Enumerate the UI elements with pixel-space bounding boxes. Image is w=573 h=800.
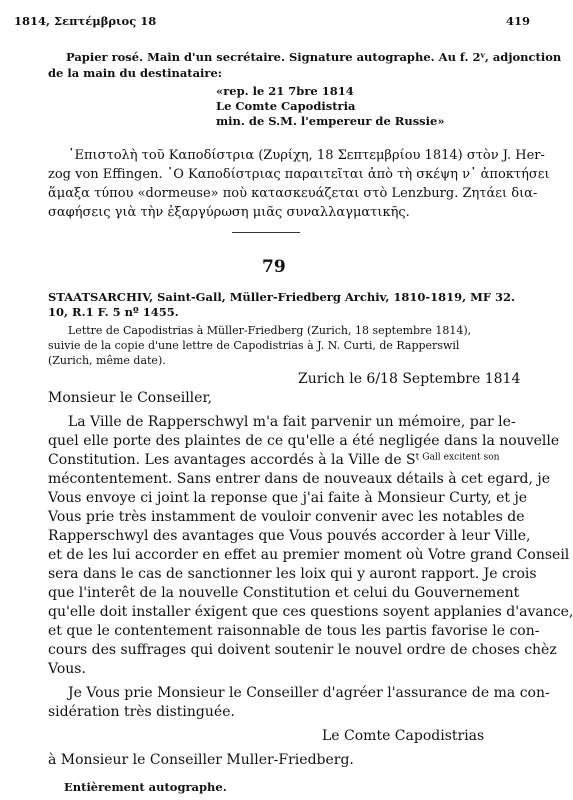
greek-summary-line: zog von Effingen. ᾿Ο Καποδίστριας παραιτεῖται ἀπὸ τὴ σκέψη ν᾿ ἀποκτήσει — [48, 167, 550, 182]
salutation: Monsieur le Conseiller, — [48, 390, 213, 406]
greek-summary-line: σαφήσεις γιὰ τὴν ἐξαργύρωση μιᾶς συναλλαγματικῆς. — [48, 205, 410, 220]
greek-summary-line: ᾿Επιστολὴ τοῦ Καποδίστρια (Ζυρίχη, 18 Σεπτεμβρίου 1814) στὸν J. Her- — [68, 148, 545, 163]
top-note-line-2: de la main du destinataire: — [48, 66, 223, 80]
greek-summary-line: ἅμαξα τύπου «dormeuse» ποὺ κατασκευάζεται στὸ Lenzburg. Ζητάει δια- — [48, 186, 538, 201]
description-line: (Zurich, même date). — [48, 354, 166, 367]
running-title: 1814, Σεπτέμβριος 18 — [14, 14, 157, 28]
quote-line-1: «rep. le 21 7bre 1814 — [216, 84, 354, 98]
addressee: à Monsieur le Conseiller Muller-Friedberg. — [48, 752, 354, 768]
letter-line: qu'elle doit installer éxigent que ces questions soyent applanies d'avance, — [48, 604, 573, 620]
letter-line: Vous prie très instamment de vouloir convenir avec les notables de — [48, 509, 525, 525]
description-line: Lettre de Capodistrias à Müller-Friedberg (Zurich, 18 septembre 1814), — [68, 324, 472, 337]
footnote: Entièrement autographe. — [64, 780, 227, 794]
quote-line-3: min. de S.M. l'empereur de Russie» — [216, 114, 445, 128]
letter-line: et que le contentement raisonnable de tous les partis favorise le con- — [48, 623, 540, 639]
letter-line: Constitution. Les avantages accordés à la Ville de $S^{t Gall excitent son}$ — [48, 452, 500, 468]
archive-ref-line-1: STAATSARCHIV, Saint-Gall, Müller-Friedberg Archiv, 1810-1819, MF 32. — [48, 290, 516, 304]
signature: Le Comte Capodistrias — [322, 728, 485, 744]
letter-line: que l'interêt de la nouvelle Constitution et celui du Gouvernement — [48, 585, 520, 601]
document-number: 79 — [262, 257, 286, 277]
section-divider — [232, 232, 300, 233]
archive-ref-line-2: 10, R.1 F. 5 nº 1455. — [48, 305, 179, 319]
letter-line: Vous envoye ci joint la reponse que j'ai faite à Monsieur Curty, et je — [48, 490, 528, 506]
letter-line: Je Vous prie Monsieur le Conseiller d'agréer l'assurance de ma con- — [68, 685, 550, 701]
top-note-line-1: Papier rosé. Main d'un secrétaire. Signature autographe. Au f. 2$^v$, adjonction — [66, 50, 562, 64]
dateline: Zurich le 6/18 Septembre 1814 — [298, 371, 521, 387]
quote-line-2: Le Comte Capodistria — [216, 99, 356, 113]
page-number: 419 — [506, 14, 531, 28]
letter-line: Rapperschwyl des avantages que Vous pouvés accorder à leur Ville, — [48, 528, 531, 544]
letter-line: Vous. — [48, 661, 86, 677]
letter-line: cours des suffrages qui doivent soutenir le nouvel ordre de choses chèz — [48, 642, 557, 658]
letter-line: La Ville de Rapperschwyl m'a fait parvenir un mémoire, par le- — [68, 414, 516, 430]
letter-line: sidération très distinguée. — [48, 704, 235, 720]
letter-line: quel elle porte des plaintes de ce qu'elle a été negligée dans la nouvelle — [48, 433, 560, 449]
letter-line: sera dans le cas de sanctionner les loix qui y auront rapport. Je crois — [48, 566, 537, 582]
letter-line: et de les lui accorder en effet au premier moment où Votre grand Conseil — [48, 547, 570, 563]
description-line: suivie de la copie d'une lettre de Capodistrias à J. N. Curti, de Rapperswil — [48, 339, 460, 352]
letter-line: mécontentement. Sans entrer dans de nouveaux détails à cet egard, je — [48, 471, 551, 487]
